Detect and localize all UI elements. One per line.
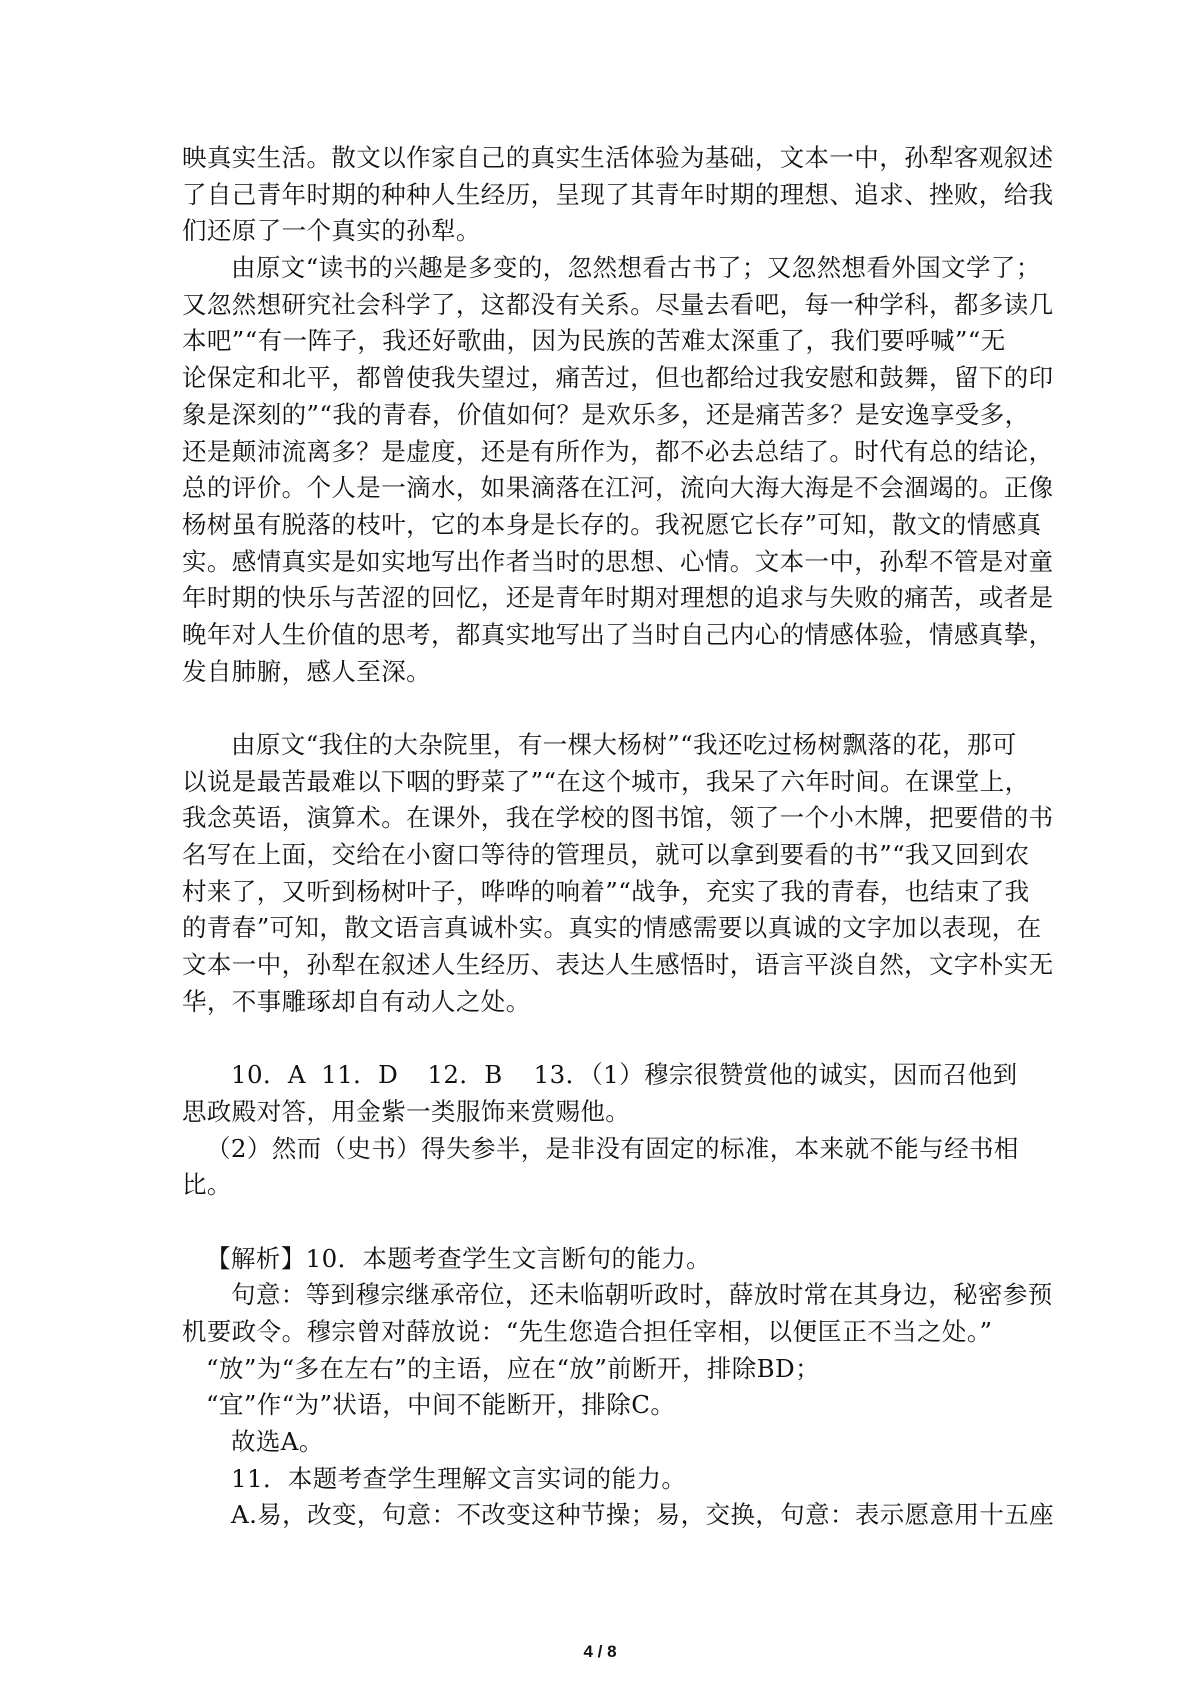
- text-line: 的青春”可知，散文语言真诚朴实。真实的情感需要以真诚的文字加以表现，在: [182, 913, 1042, 943]
- text-line: 年时期的快乐与苦涩的回忆，还是青年时期对理想的追求与失败的痛苦，或者是: [182, 583, 1054, 613]
- text-line: 比。: [182, 1170, 232, 1200]
- text-line: 还是颠沛流离多？是虚度，还是有所作为，都不必去总结了。时代有总的结论，: [182, 436, 1054, 466]
- answer-10: 10．A: [231, 1060, 306, 1090]
- text-line: 实。感情真实是如实地写出作者当时的思想、心情。文本一中，孙犁不管是对童: [182, 546, 1054, 576]
- paragraph-gap: [182, 690, 1032, 727]
- text-line: 象是深刻的”“我的青春，价值如何？是欢乐多，还是痛苦多？是安逸享受多，: [182, 399, 1030, 429]
- text-line: （2）然而（史书）得失参半，是非没有固定的标准，本来就不能与经书相: [206, 1133, 1019, 1163]
- text-line: 由原文“读书的兴趣是多变的，忽然想看古书了；又忽然想看外国文学了；: [231, 253, 1041, 283]
- text-line: “宜”作“为”状语，中间不能断开，排除C。: [206, 1390, 676, 1420]
- text-line: 文本一中，孙犁在叙述人生经历、表达人生感悟时，语言平淡自然，文字朴实无: [182, 950, 1054, 980]
- text-line: 机要政令。穆宗曾对薛放说：“先生您造合担任宰相，以便匡正不当之处。”: [182, 1317, 993, 1346]
- page-number: 4 / 8: [583, 1642, 617, 1661]
- paragraph-language: [182, 727, 1054, 1021]
- answer-block: [182, 1057, 1032, 1204]
- text-line: 华，不事雕琢却自有动人之处。: [182, 986, 531, 1016]
- text-line: 11．本题考查学生理解文言实词的能力。: [231, 1463, 687, 1493]
- text-line: 故选A。: [231, 1427, 324, 1457]
- paragraph-emotion: [182, 250, 1054, 690]
- text-line: 思政殿对答，用金紫一类服饰来赏赐他。: [182, 1096, 631, 1126]
- text-line: 又忽然想研究社会科学了，这都没有关系。尽量去看吧，每一种学科，都多读几: [182, 289, 1054, 319]
- paragraph-intro: [182, 140, 1054, 250]
- text-line: 晚年对人生价值的思考，都真实地写出了当时自己内心的情感体验，情感真挚，: [182, 619, 1054, 649]
- text-line: 村来了，又听到杨树叶子，哗哗的响着”“战争，充实了我的青春，也结束了我: [182, 876, 1030, 906]
- answer-line: [182, 1057, 1032, 1094]
- paragraph-gap: [182, 1204, 1032, 1241]
- text-line: 们还原了一个真实的孙犁。: [182, 216, 481, 246]
- text-line: 名写在上面，交给在小窗口等待的管理员，就可以拿到要看的书”“我又回到农: [182, 840, 1030, 870]
- text-line: 杨树虽有脱落的枝叶，它的本身是长存的。我祝愿它长存”可知，散文的情感真: [182, 509, 1042, 539]
- text-line: 以说是最苦最难以下咽的野菜了”“在这个城市，我呆了六年时间。在课堂上，: [182, 766, 1030, 796]
- text-line: 句意：等到穆宗继承帝位，还未临朝听政时，薛放时常在其身边，秘密参预: [231, 1280, 1053, 1310]
- text-line: 我念英语，演算术。在课外，我在学校的图书馆，领了一个小木牌，把要借的书: [182, 803, 1054, 833]
- page-content: [182, 140, 1055, 1534]
- answer-11: 11．D: [321, 1060, 399, 1090]
- text-line: 由原文“我住的大杂院里，有一棵大杨树”“我还吃过杨树飘落的花，那可: [231, 730, 1017, 759]
- text-line: 映真实生活。散文以作家自己的真实生活体验为基础，文本一中，孙犁客观叙述: [182, 143, 1054, 172]
- answer-12: 12．B: [427, 1060, 503, 1090]
- text-line: 了自己青年时期的种种人生经历，呈现了其青年时期的理想、追求、挫败，给我: [182, 179, 1054, 209]
- text-line: 本吧”“有一阵子，我还好歌曲，因为民族的苦难太深重了，我们要呼喊”“无: [182, 326, 1006, 356]
- answer-13-part1: 13．（1）穆宗很赞赏他的诚实，因而召他到: [533, 1060, 1018, 1090]
- text-line: 论保定和北平，都曾使我失望过，痛苦过，但也都给过我安慰和鼓舞，留下的印: [182, 363, 1054, 393]
- paragraph-gap: [182, 1021, 1032, 1058]
- analysis-block: [182, 1241, 1055, 1535]
- text-line: 发自肺腑，感人至深。: [182, 656, 431, 686]
- text-line: 总的评价。个人是一滴水，如果滴落在江河，流向大海大海是不会涸竭的。正像: [182, 473, 1054, 503]
- text-line: “放”为“多在左右”的主语，应在“放”前断开，排除BD；: [206, 1353, 820, 1383]
- analysis-heading: 【解析】10．本题考查学生文言断句的能力。: [206, 1243, 712, 1273]
- text-line: A.易，改变，句意：不改变这种节操；易，交换，句意：表示愿意用十五座: [231, 1500, 1055, 1530]
